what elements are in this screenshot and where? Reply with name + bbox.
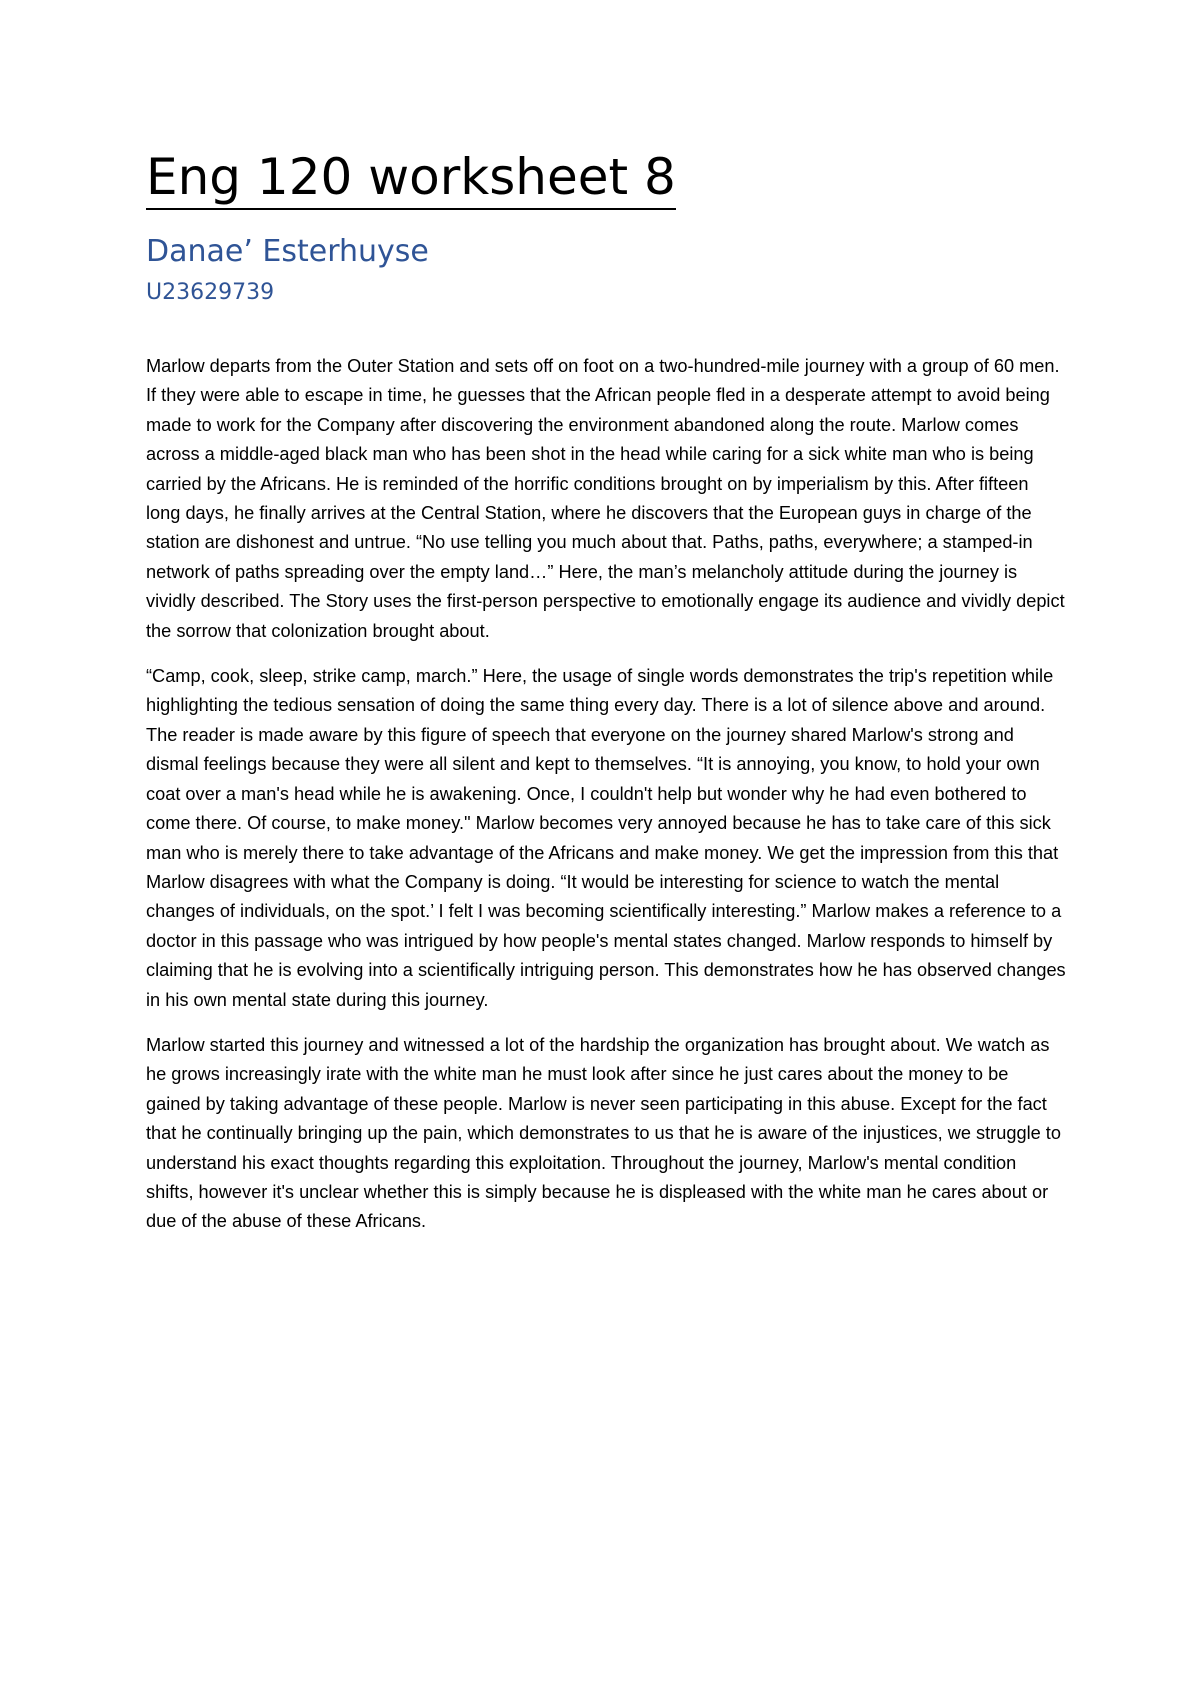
- document-body: [146, 352, 1066, 1237]
- document-title: Eng 120 worksheet 8: [146, 148, 676, 210]
- body-paragraph: “Camp, cook, sleep, strike camp, march.” Here, the usage of single words demonstrates the trip's repetition while highlighting the tedious sensation of doing the same thing every day. There is a lot of silence above and around. The reader is made aware by this figure of speech that everyone on the journey shared Marlow's strong and dismal feelings because they were all silent and kept to themselves. “It is annoying, you know, to hold your own coat over a man's head while he is awakening. Once, I couldn't help but wonder why he had even bothered to come there. Of course, to make money." Marlow becomes very annoyed because he has to take care of this sick man who is merely there to take advantage of the Africans and make money. We get the impression from this that Marlow disagrees with what the Company is doing. “It would be interesting for science to watch the mental changes of individuals, on the spot.’ I felt I was becoming scientifically interesting.” Marlow makes a reference to a doctor in this passage who was intrigued by how people's mental states changed. Marlow responds to himself by claiming that he is evolving into a scientifically intriguing person. This demonstrates how he has observed changes in his own mental state during this journey.: [146, 666, 1066, 1010]
- author-name: Danae’ Esterhuyse: [146, 234, 429, 269]
- student-id: U23629739: [146, 280, 275, 305]
- document-content: [146, 148, 1066, 1253]
- body-paragraph: Marlow started this journey and witnessed a lot of the hardship the organization has brought about. We watch as he grows increasingly irate with the white man he must look after since he just cares about the money to be gained by taking advantage of these people. Marlow is never seen participating in this abuse. Except for the fact that he continually bringing up the pain, which demonstrates to us that he is aware of the injustices, we struggle to understand his exact thoughts regarding this exploitation. Throughout the journey, Marlow's mental condition shifts, however it's unclear whether this is simply because he is displeased with the white man he cares about or due of the abuse of these Africans.: [146, 1034, 1061, 1232]
- body-paragraph: Marlow departs from the Outer Station and sets off on foot on a two-hundred-mile journey with a group of 60 men. If they were able to escape in time, he guesses that the African people fled in a desperate attempt to avoid being made to work for the Company after discovering the environment abandoned along the route. Marlow comes across a middle-aged black man who has been shot in the head while caring for a sick white man who is being carried by the Africans. He is reminded of the horrific conditions brought on by imperialism by this. After fifteen long days, he finally arrives at the Central Station, where he discovers that the European guys in charge of the station are dishonest and untrue. “No use telling you much about that. Paths, paths, everywhere; a stamped-in network of paths spreading over the empty land…” Here, the man’s melancholy attitude during the journey is vividly described. The Story uses the first-person perspective to emotionally engage its audience and vividly depict the sorrow that colonization brought about.: [146, 356, 1065, 641]
